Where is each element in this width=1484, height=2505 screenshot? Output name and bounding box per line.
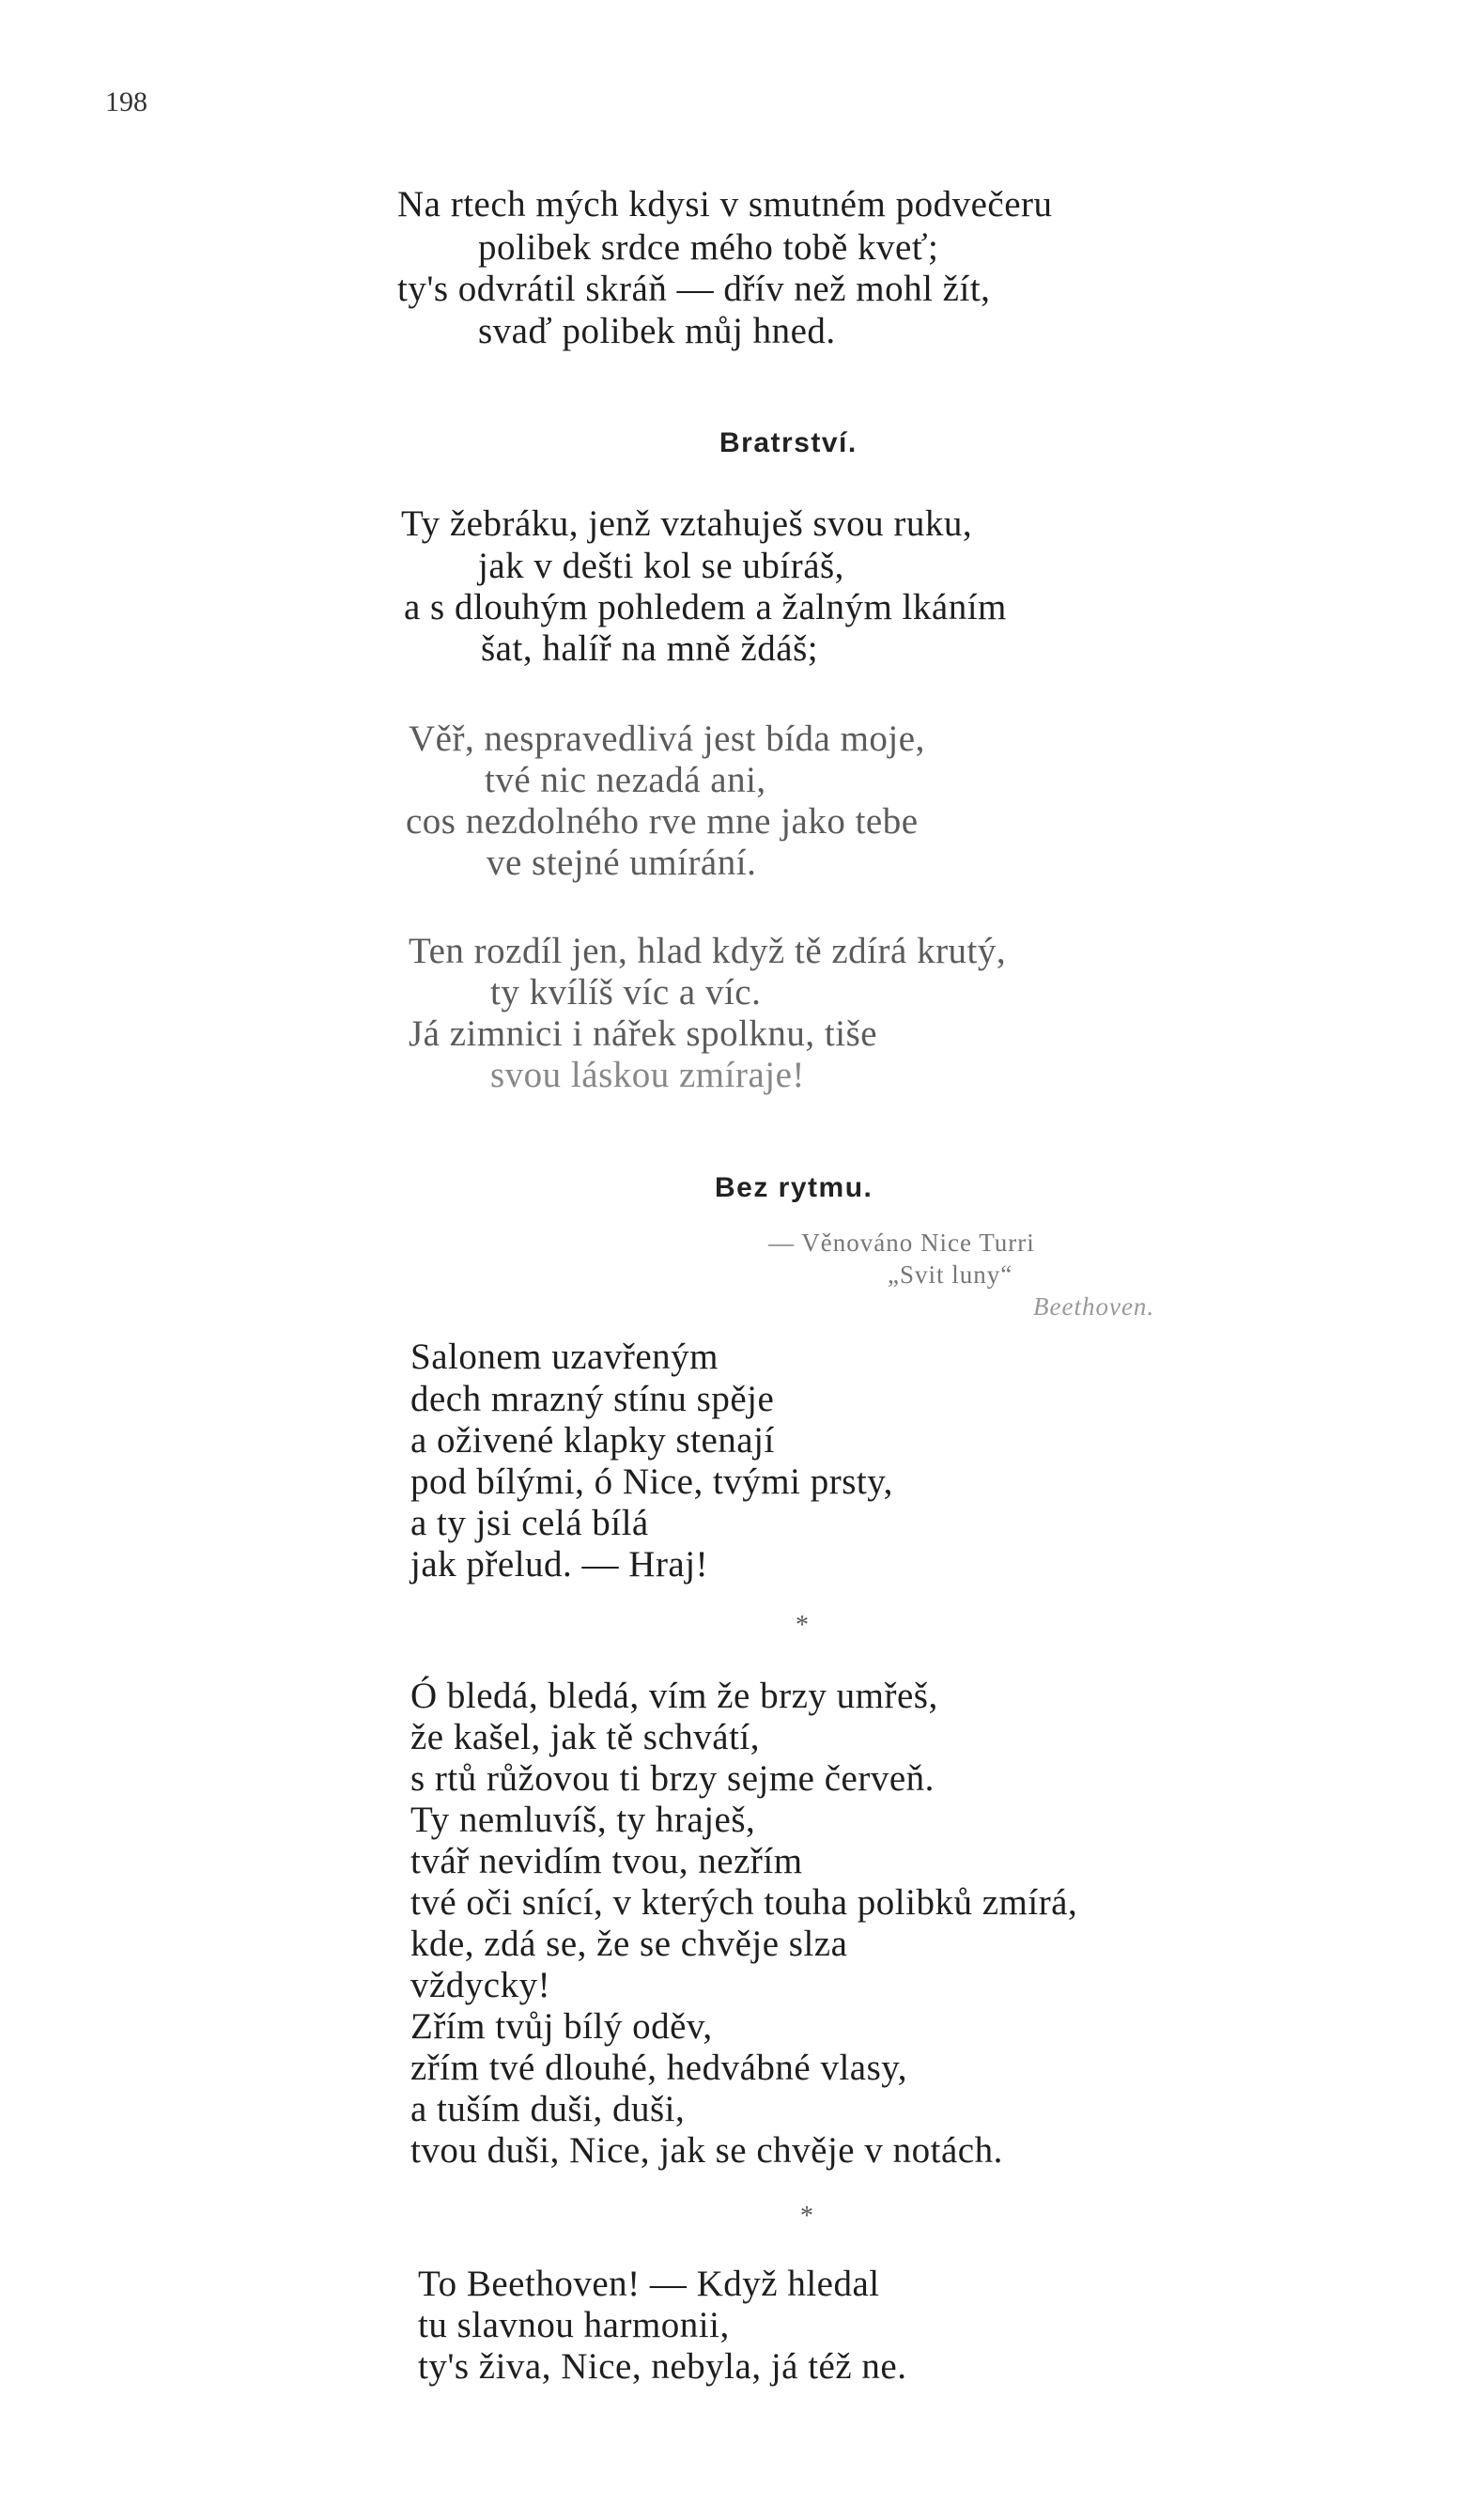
poem-line: Na rtech mých kdysi v smutném podvečeru <box>397 184 1053 224</box>
poem-line: Ó bledá, bledá, vím že brzy umřeš, <box>410 1676 938 1716</box>
poem-line: ty kvílíš víc a víc. <box>490 972 762 1013</box>
poem-line: pod bílými, ó Nice, tvými prsty, <box>410 1461 893 1502</box>
poem-line: ty's živa, Nice, nebyla, já též ne. <box>418 2346 907 2387</box>
poem-line: tu slavnou harmonii, <box>418 2305 730 2345</box>
section-separator: * <box>796 1611 809 1640</box>
poem-line: tvář nevidím tvou, nezřím <box>410 1841 803 1881</box>
poem-line: a s dlouhým pohledem a žalným lkáním <box>404 587 1007 627</box>
poem-line: ve stejné umírání. <box>487 843 757 883</box>
poem-title: Bratrství. <box>719 427 858 458</box>
section-separator: * <box>800 2202 813 2231</box>
poem-line: Salonem uzavřeným <box>410 1337 719 1377</box>
poem-line: Věř, nespravedlivá jest bída moje, <box>409 719 925 759</box>
poem-title: Bez rytmu. <box>715 1172 873 1203</box>
poem-line: tvé oči snící, v kterých touha polibků zmírá, <box>410 1882 1078 1923</box>
poem-line: cos nezdolného rve mne jako tebe <box>406 801 919 842</box>
poem-line: vždycky! <box>410 1965 551 2005</box>
poem-line: dech mrazný stínu spěje <box>410 1379 775 1419</box>
poem-line: jak v dešti kol se ubíráš, <box>478 546 844 586</box>
poem-line: tvé nic nezadá ani, <box>485 760 766 800</box>
poem-line: a ty jsi celá bílá <box>410 1503 649 1543</box>
poem-line: ty's odvrátil skráň — dřív než mohl žít, <box>397 269 991 309</box>
poem-line: šat, halíř na mně ždáš; <box>481 628 819 669</box>
poem-line: že kašel, jak tě schvátí, <box>410 1717 761 1757</box>
poem-line: svaď polibek můj hned. <box>478 311 836 351</box>
poem-line: kde, zdá se, že se chvěje slza <box>410 1924 848 1964</box>
dedication-line: — Věnováno Nice Turri <box>768 1229 1035 1257</box>
poem-line: zřím tvé dlouhé, hedvábné vlasy, <box>410 2048 907 2088</box>
poem-line: Ty nemluvíš, ty hraješ, <box>410 1800 756 1840</box>
poem-line: Ty žebráku, jenž vztahuješ svou ruku, <box>401 503 973 544</box>
dedication-author: Beethoven. <box>1033 1292 1155 1321</box>
poem-line: jak přelud. — Hraj! <box>410 1544 709 1585</box>
poem-line: a tuším duši, duši, <box>410 2089 686 2129</box>
poem-line: Zřím tvůj bílý oděv, <box>410 2006 713 2047</box>
poem-line: a oživené klapky stenají <box>410 1420 775 1461</box>
poem-line: Ten rozdíl jen, hlad když tě zdírá krutý, <box>409 931 1007 971</box>
poem-line: svou láskou zmíraje! <box>490 1055 805 1095</box>
poem-line: Já zimnici i nářek spolknu, tiše <box>409 1013 878 1054</box>
poem-line: polibek srdce mého tobě kveť; <box>478 227 939 268</box>
page-number: 198 <box>105 86 147 117</box>
poem-line: To Beethoven! — Když hledal <box>418 2264 880 2304</box>
dedication-line: „Svit luny“ <box>888 1260 1013 1289</box>
poem-line: s rtů růžovou ti brzy sejme červeň. <box>410 1758 935 1799</box>
poem-line: tvou duši, Nice, jak se chvěje v notách. <box>410 2130 1003 2171</box>
